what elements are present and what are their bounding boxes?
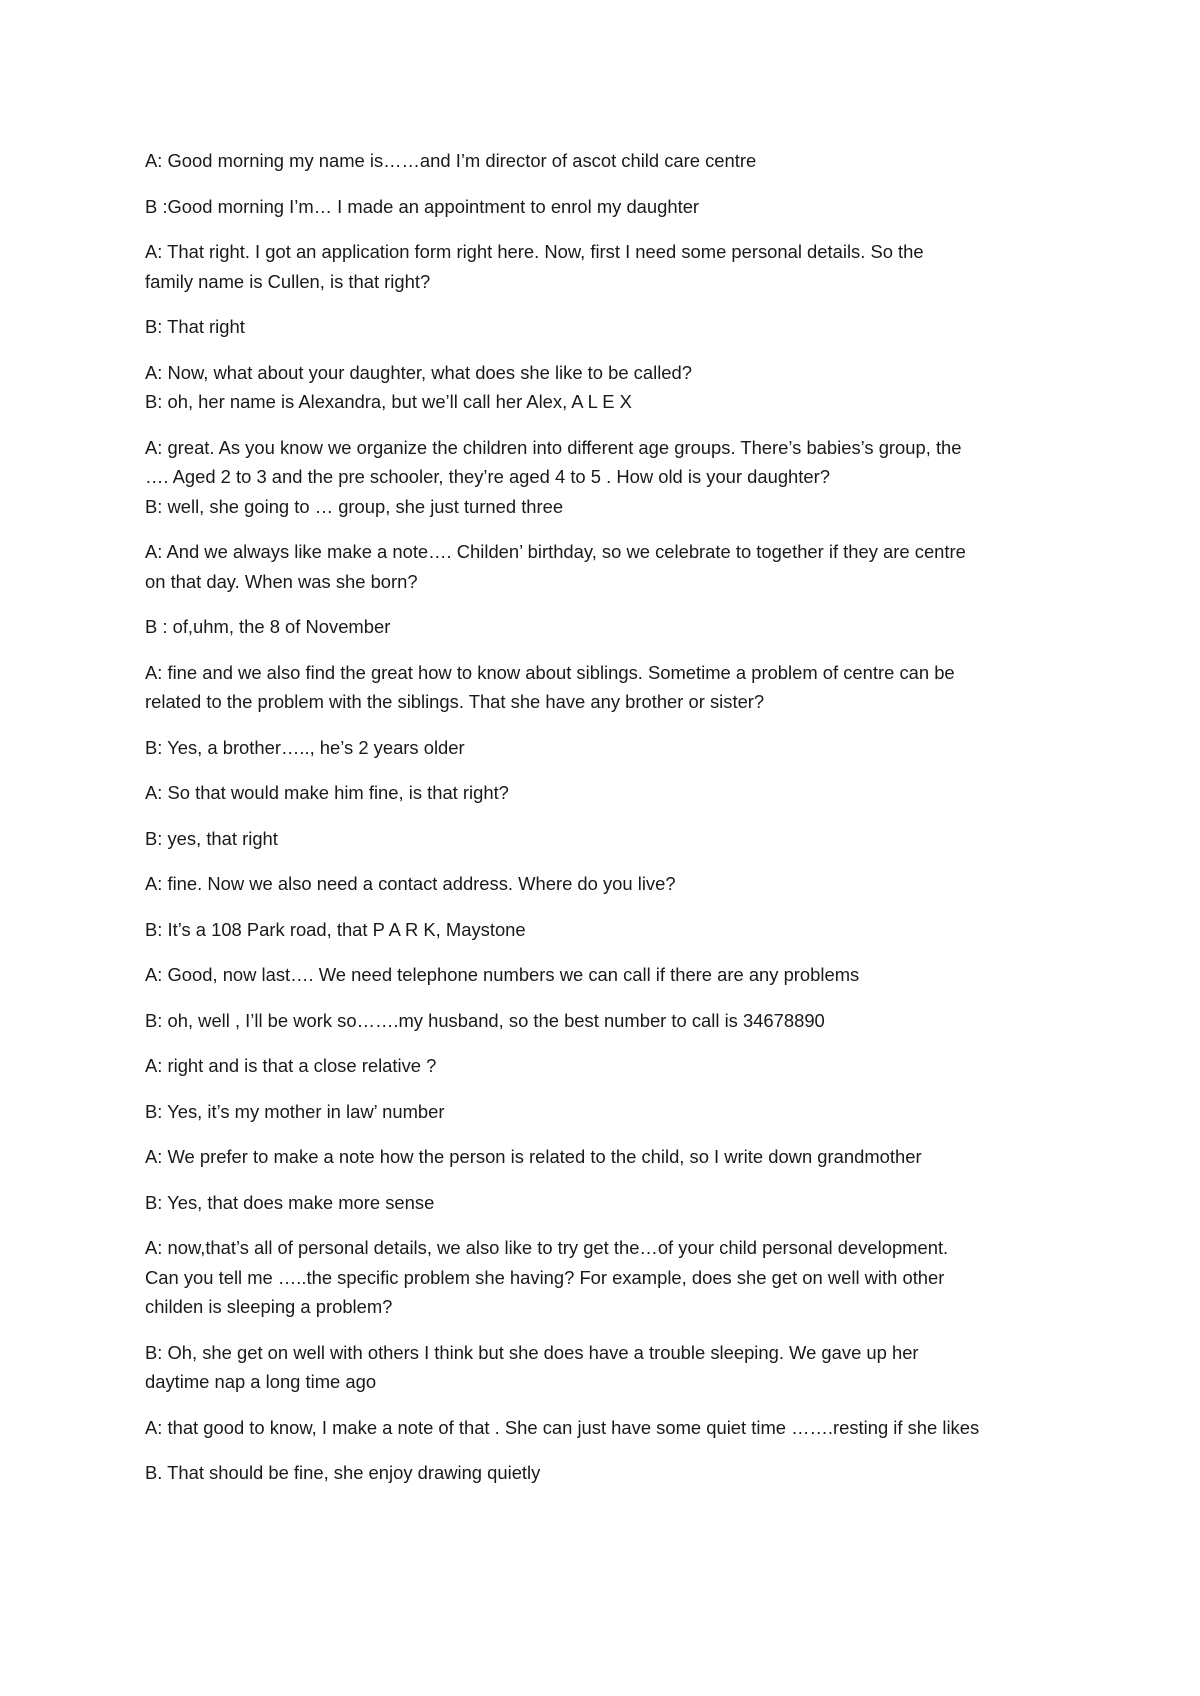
dialogue-line: B: oh, well , I’ll be work so…….my husband, so the best number to call is 34678890 [145, 1009, 825, 1031]
dialogue-paragraph [145, 733, 1075, 763]
dialogue-line: A: great. As you know we organize the children into different age groups. There’s babies’s group, the [145, 436, 962, 458]
dialogue-paragraph [145, 658, 1075, 717]
dialogue-line: childen is sleeping a problem? [145, 1296, 393, 1317]
dialogue-paragraph [145, 433, 1075, 522]
dialogue-paragraph [145, 612, 1075, 642]
dialogue-paragraph [145, 1097, 1075, 1127]
dialogue-line: B: It’s a 108 Park road, that P A R K, Maystone [145, 918, 526, 940]
dialogue-line: B : of,uhm, the 8 of November [145, 616, 391, 637]
dialogue-line: B :Good morning I’m… I made an appointment to enrol my daughter [145, 195, 700, 217]
dialogue-paragraph [145, 1413, 1075, 1443]
dialogue-paragraph [145, 1051, 1075, 1081]
dialogue-line: A: that good to know, I make a note of that . She can just have some quiet time …….resting if she likes [145, 1416, 980, 1438]
dialogue-line: B: Yes, a brother….., he’s 2 years older [145, 736, 465, 758]
dialogue-line: on that day. When was she born? [145, 570, 418, 592]
dialogue-paragraph [145, 1006, 1075, 1036]
dialogue-line: A: That right. I got an application form right here. Now, first I need some personal details. So the [145, 241, 924, 262]
dialogue-line: daytime nap a long time ago [145, 1371, 377, 1392]
dialogue-line: B: well, she going to … group, she just turned three [145, 495, 564, 517]
dialogue-paragraph [145, 1458, 1075, 1488]
dialogue-line: A: Good morning my name is……and I’m director of ascot child care centre [145, 150, 757, 171]
dialogue-paragraph [145, 146, 1075, 176]
dialogue-paragraph [145, 312, 1075, 342]
dialogue-paragraph [145, 1338, 1075, 1397]
dialogue-line: B: Yes, that does make more sense [145, 1191, 435, 1213]
dialogue-line: A: fine. Now we also need a contact address. Where do you live? [145, 873, 676, 894]
dialogue-paragraph [145, 915, 1075, 945]
dialogue-paragraph [145, 237, 1075, 296]
dialogue-line: related to the problem with the siblings. That she have any brother or sister? [145, 691, 765, 712]
dialogue-line: B: yes, that right [145, 827, 278, 849]
dialogue-line: A: now,that’s all of personal details, we also like to try get the…of your child personal development. [145, 1237, 949, 1258]
dialogue-paragraph [145, 1142, 1075, 1172]
dialogue-line: A: Good, now last…. We need telephone numbers we can call if there are any problems [145, 964, 860, 985]
dialogue-paragraph [145, 537, 1075, 596]
dialogue-paragraph [145, 1233, 1075, 1322]
dialogue-line: B: Yes, it’s my mother in law’ number [145, 1100, 445, 1122]
dialogue-line: B: That right [145, 316, 245, 337]
dialogue-paragraph [145, 824, 1075, 854]
dialogue-transcript [145, 146, 1075, 1504]
dialogue-paragraph [145, 960, 1075, 990]
dialogue-paragraph [145, 192, 1075, 222]
dialogue-line: family name is Cullen, is that right? [145, 270, 431, 292]
dialogue-line: A: right and is that a close relative ? [145, 1055, 437, 1076]
dialogue-paragraph [145, 778, 1075, 808]
dialogue-line: A: So that would make him fine, is that right? [145, 782, 509, 803]
dialogue-line: A: fine and we also find the great how to know about siblings. Sometime a problem of centre can be [145, 661, 955, 683]
dialogue-line: A: We prefer to make a note how the person is related to the child, so I write down grandmother [145, 1146, 922, 1167]
dialogue-line: …. Aged 2 to 3 and the pre schooler, they’re aged 4 to 5 . How old is your daughter? [145, 466, 830, 487]
dialogue-line: A: And we always like make a note…. Childen’ birthday, so we celebrate to together if they are centre [145, 541, 966, 562]
dialogue-paragraph [145, 1188, 1075, 1218]
dialogue-line: A: Now, what about your daughter, what does she like to be called? [145, 361, 692, 383]
dialogue-paragraph [145, 358, 1075, 417]
dialogue-line: B: Oh, she get on well with others I think but she does have a trouble sleeping. We gave up her [145, 1341, 919, 1363]
dialogue-paragraph [145, 869, 1075, 899]
dialogue-line: Can you tell me …..the specific problem she having? For example, does she get on well with other [145, 1266, 945, 1288]
dialogue-line: B. That should be fine, she enjoy drawing quietly [145, 1462, 541, 1483]
dialogue-line: B: oh, her name is Alexandra, but we’ll call her Alex, A L E X [145, 391, 632, 412]
